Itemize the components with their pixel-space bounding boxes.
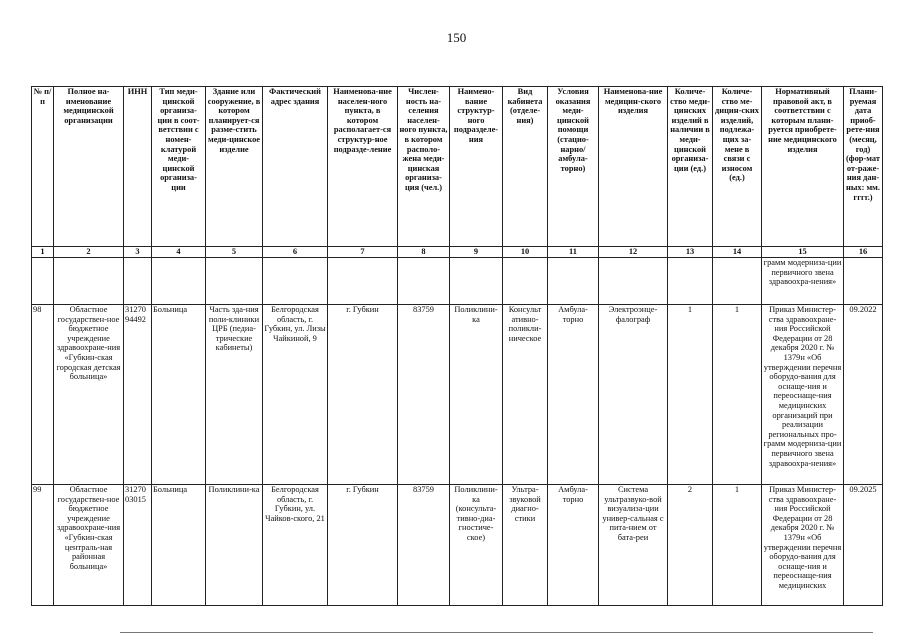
organization-name: Областное государствен-ное бюджетное учреждение здравоохране-ния «Губкин-ская централь-ная районная больница» <box>54 485 124 606</box>
population: 83759 <box>398 485 450 606</box>
header-cell: Плани-руемая дата приоб-рете-ния (месяц, год) (фор-мат от-раже-ния дан-ных: мм. гггг.) <box>844 87 883 247</box>
header-cell: Полное на-именование медицинской организации <box>54 87 124 247</box>
quantity-available: 1 <box>668 305 713 485</box>
act-continuation: грамм модерниза-ции первичного звена здравоохра-нения» <box>762 258 844 305</box>
column-number: 8 <box>398 247 450 258</box>
address: Белгородская область, г. Губкин, ул. Лизы Чайкиной, 9 <box>263 305 328 485</box>
address: Белгородская область, г. Губкин, ул. Чайков-ского, 21 <box>263 485 328 606</box>
column-number: 6 <box>263 247 328 258</box>
column-number: 7 <box>328 247 398 258</box>
header-cell: Наименова-ние населен-ного пункта, в котором располагает-ся структур-ное подразде-ление <box>328 87 398 247</box>
column-number: 11 <box>548 247 599 258</box>
building: Часть зда-ния поли-клиники ЦРБ (педиа-трические кабинеты) <box>206 305 263 485</box>
scan-edge-line <box>120 632 873 633</box>
header-cell: Числен-ность на-селения населен-ного пункта, в котором располо-жена меди-цинская организа-ция (чел.) <box>398 87 450 247</box>
population: 83759 <box>398 305 450 485</box>
header-row <box>32 87 883 247</box>
continuation-row <box>32 258 883 305</box>
header-cell: Количе-ство ме-дицин-ских изделий, подлежа-щих за-мене в связи с износом (ед.) <box>713 87 762 247</box>
organization-name: Областное государствен-ное бюджетное учреждение здравоохране-ния «Губкин-ская городская детская больница» <box>54 305 124 485</box>
building: Поликлини-ка <box>206 485 263 606</box>
purchase-date: 09.2025 <box>844 485 883 606</box>
column-number: 3 <box>124 247 152 258</box>
quantity-available: 2 <box>668 485 713 606</box>
care-conditions: Амбула-торно <box>548 305 599 485</box>
cabinet-type: Консульт ативно-поликли-ническое <box>503 305 548 485</box>
locality: г. Губкин <box>328 485 398 606</box>
header-cell: Количе-ство меди-цинских изделий в наличии в меди-цинской организа-ции (ед.) <box>668 87 713 247</box>
row-number: 99 <box>32 485 54 606</box>
column-number: 5 <box>206 247 263 258</box>
header-cell: Тип меди-цинской организа-ции в соот-ветствии с номен-клатурой меди-цинской организа-ции <box>152 87 206 247</box>
column-number: 9 <box>450 247 503 258</box>
page-number: 150 <box>446 30 467 45</box>
cabinet-type: Ультра-звуковой диагно-стики <box>503 485 548 606</box>
organization-type: Больница <box>152 305 206 485</box>
column-number: 1 <box>32 247 54 258</box>
organization-type: Больница <box>152 485 206 606</box>
legal-act: Приказ Министер-ства здравоохране-ния Российской Федерации от 28 декабря 2020 г. № 1379н «Об утверждении перечня оборудо-вания для оснаще-ния и переоснаще-ния медицинских <box>762 485 844 606</box>
device-name: Электроэнце-фалограф <box>599 305 668 485</box>
quantity-to-replace: 1 <box>713 485 762 606</box>
column-number: 14 <box>713 247 762 258</box>
header-cell: Фактический адрес здания <box>263 87 328 247</box>
header-cell: Наимено-вание структур-ного подразделе-ния <box>450 87 503 247</box>
header-cell: Нормативный правовой акт, в соответствии с которым плани-руется приобрете-ние медицинского изделия <box>762 87 844 247</box>
header-cell: Условия оказания меди-цинской помощи (стацио-нарно/ амбула-торно) <box>548 87 599 247</box>
device-name: Система ультразвуко-вой визуализа-ции универ-сальная с пита-нием от бата-реи <box>599 485 668 606</box>
column-number-row <box>32 247 883 258</box>
column-number: 15 <box>762 247 844 258</box>
column-number: 13 <box>668 247 713 258</box>
purchase-date: 09.2022 <box>844 305 883 485</box>
locality: г. Губкин <box>328 305 398 485</box>
table-row <box>32 485 883 606</box>
structural-unit: Поликлини-ка (консульта-тивно-диа-гностиче-ское) <box>450 485 503 606</box>
header-cell: Вид кабинета (отделе-ния) <box>503 87 548 247</box>
header-cell: ИНН <box>124 87 152 247</box>
quantity-to-replace: 1 <box>713 305 762 485</box>
column-number: 16 <box>844 247 883 258</box>
column-number: 4 <box>152 247 206 258</box>
care-conditions: Амбула-торно <box>548 485 599 606</box>
legal-act: Приказ Министер-ства здравоохране-ния Российской Федерации от 28 декабря 2020 г. № 1379н «Об утверждении перечня оборудо-вания для оснаще-ния и переоснаще-ния медицинских организаций при реализации региональных про-грамм модерниза-ции первичного звена здравоохра-нения» <box>762 305 844 485</box>
column-number: 12 <box>599 247 668 258</box>
header-cell: Здание или сооружение, в котором планирует-ся разме-стить меди-цинское изделие <box>206 87 263 247</box>
equipment-table <box>31 86 883 606</box>
inn: 31270 03015 <box>124 485 152 606</box>
inn: 31270 94492 <box>124 305 152 485</box>
column-number: 10 <box>503 247 548 258</box>
column-number: 2 <box>54 247 124 258</box>
header-cell: Наименова-ние медицин-ского изделия <box>599 87 668 247</box>
row-number: 98 <box>32 305 54 485</box>
table-row <box>32 305 883 485</box>
header-cell: № п/п <box>32 87 54 247</box>
structural-unit: Поликлини-ка <box>450 305 503 485</box>
